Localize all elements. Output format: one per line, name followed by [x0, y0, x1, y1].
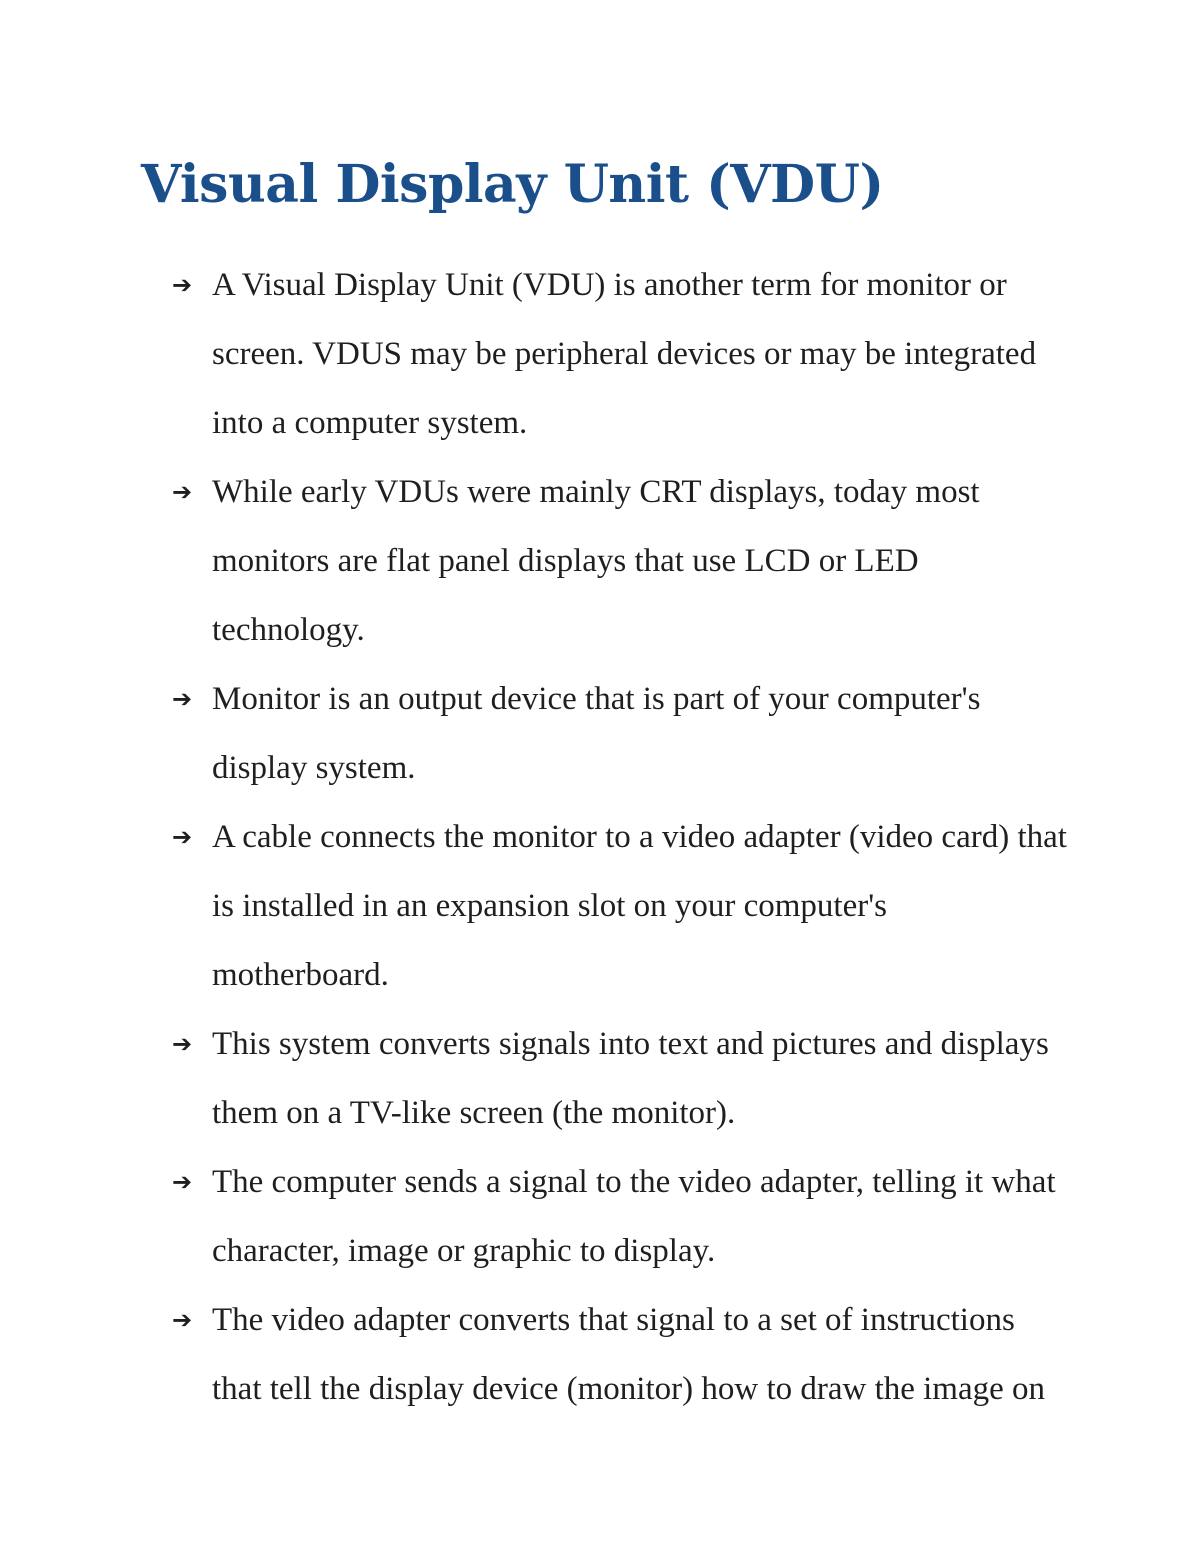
bullet-text: This system converts signals into text and pictures and displays them on a TV-like screen (the monitor).: [212, 1026, 1049, 1131]
arrow-right-icon: ➔: [172, 1168, 193, 1196]
arrow-right-icon: ➔: [172, 685, 193, 713]
bullet-text: A Visual Display Unit (VDU) is another term for monitor or screen. VDUS may be peripheral devices or may be integrated into a computer system.: [212, 267, 1037, 441]
bullet-text: While early VDUs were mainly CRT displays, today most monitors are flat panel displays that use LCD or LED technology.: [212, 474, 980, 648]
list-item: [172, 665, 1072, 803]
bullet-text: A cable connects the monitor to a video adapter (video card) that is installed in an expansion slot on your computer's motherboard.: [212, 819, 1067, 993]
arrow-right-icon: ➔: [172, 478, 193, 506]
bullet-text: The computer sends a signal to the video adapter, telling it what character, image or graphic to display.: [212, 1164, 1056, 1269]
bullet-text: Monitor is an output device that is part of your computer's display system.: [212, 681, 981, 786]
arrow-right-icon: ➔: [172, 1030, 193, 1058]
list-item: [172, 1010, 1072, 1148]
list-item: [172, 1286, 1072, 1424]
list-item: [172, 1148, 1072, 1286]
arrow-right-icon: ➔: [172, 271, 193, 299]
arrow-right-icon: ➔: [172, 1306, 193, 1334]
bullet-text: The video adapter converts that signal to a set of instructions that tell the display device (monitor) how to draw the image on: [212, 1302, 1046, 1407]
list-item: [172, 251, 1072, 458]
arrow-right-icon: ➔: [172, 823, 193, 851]
list-item: [172, 458, 1072, 665]
list-item: [172, 803, 1072, 1010]
page-title: Visual Display Unit (VDU): [141, 154, 884, 215]
bullet-list: [172, 251, 1072, 1424]
